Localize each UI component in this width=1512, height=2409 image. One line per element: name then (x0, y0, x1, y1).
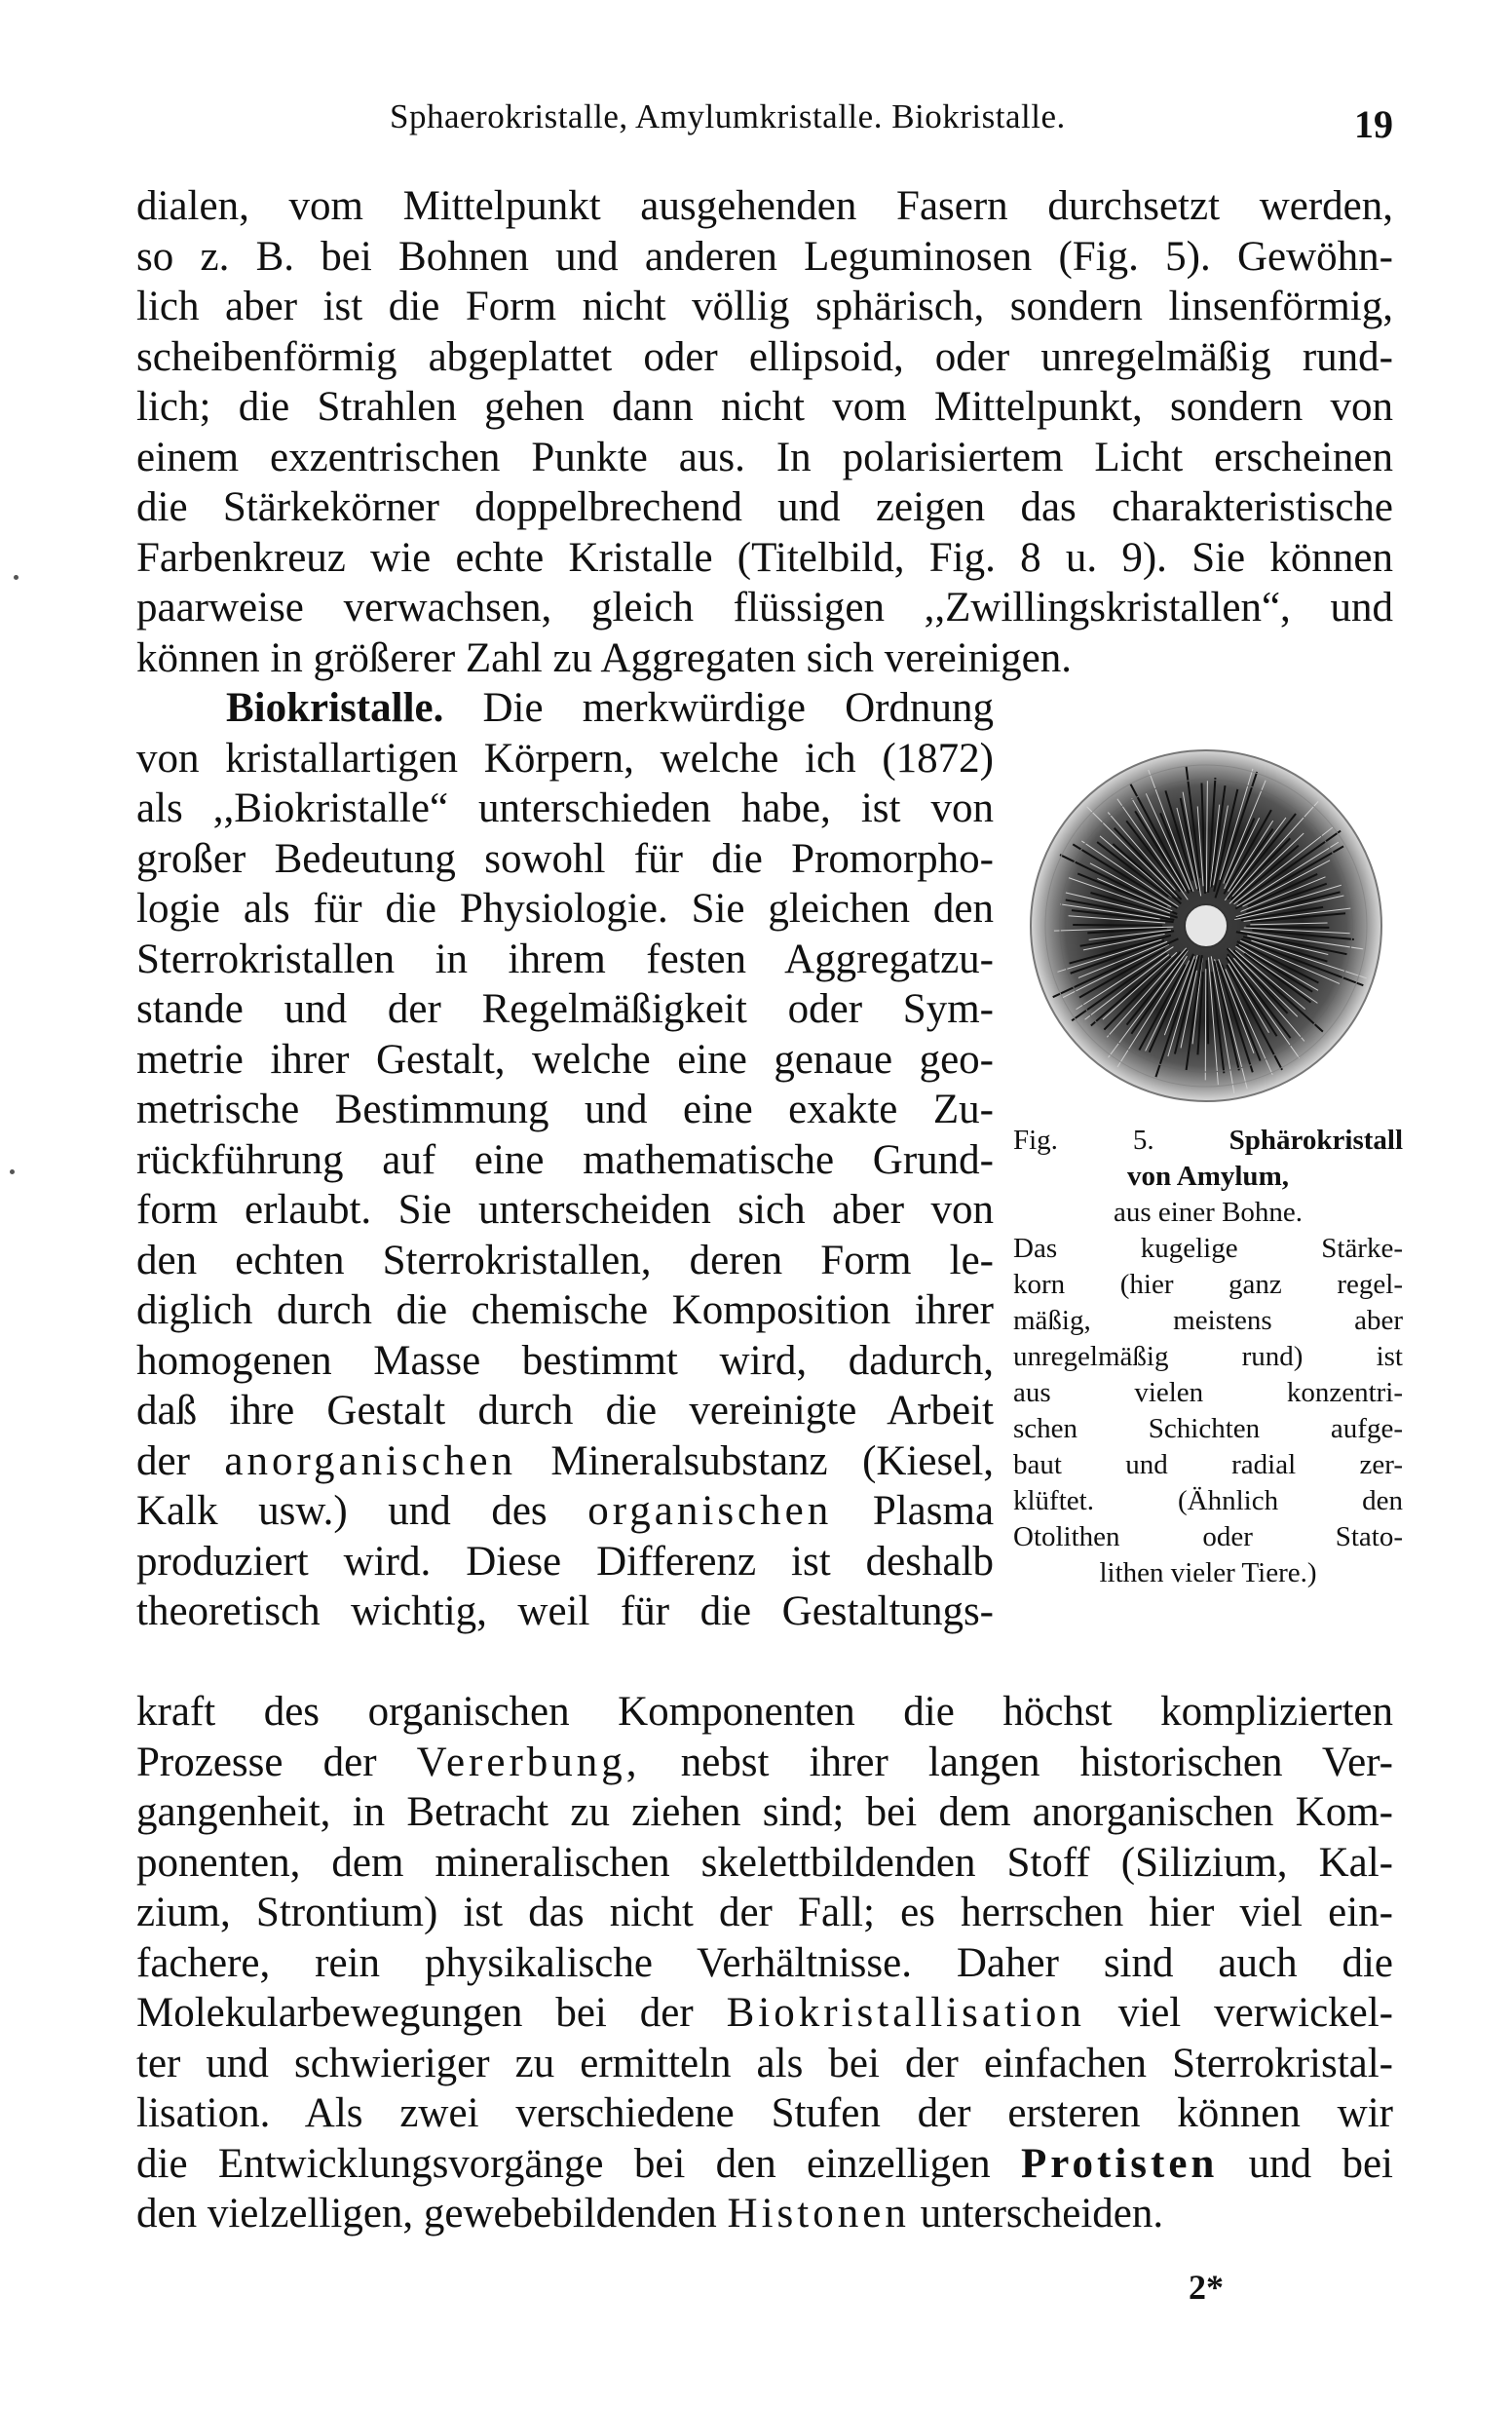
text-line: homogenen Masse bestimmt wird, dadurch, (136, 1337, 994, 1384)
caption-line: klüftet. (Ähnlich den (1013, 1485, 1403, 1516)
emphasis-text: Biokristallisation (726, 1990, 1085, 2036)
caption-line: Otolithen oder Stato- (1013, 1521, 1403, 1552)
text-fragment: Kalk usw.) und des (136, 1488, 548, 1534)
text-line: scheibenförmig abgeplattet oder ellipsoid, oder unregelmäßig rund- (136, 333, 1393, 380)
text-fragment: der (136, 1437, 190, 1484)
fissure-line (1073, 925, 1162, 926)
caption-line: unregelmäßig rund) ist (1013, 1341, 1403, 1372)
section-heading: Biokristalle. (226, 685, 444, 731)
text-line: paarweise verwachsen, gleich flüssigen ,,Zwillingskristallen“, und (136, 585, 1393, 631)
emphasis-text: organischen (587, 1488, 833, 1534)
text-line: kraft des organischen Komponenten die höchst komplizierten (136, 1689, 1393, 1735)
text-line: lisation. Als zwei verschiedene Stufen der ersteren können wir (136, 2090, 1393, 2136)
sheet-signature: 2* (1189, 2268, 1224, 2307)
text-fragment: unterscheiden. (920, 2191, 1164, 2237)
text-line: form erlaubt. Sie unterscheiden sich aber von (136, 1187, 994, 1233)
text-line: großer Bedeutung sowohl für die Promorpho- (136, 835, 994, 882)
caption-line: mäßig, meistens aber (1013, 1305, 1403, 1336)
emphasis-text: Histonen (727, 2191, 910, 2237)
caption-line: aus vielen konzentri- (1013, 1377, 1403, 1408)
text-fragment: Die merkwürdige Ordnung (482, 685, 994, 731)
text-line: lich; die Strahlen gehen dann nicht vom Mittelpunkt, sondern von (136, 384, 1393, 430)
caption-line (1013, 1123, 1403, 1159)
running-title: Sphaerokristalle, Amylumkristalle. Biokristalle. (390, 97, 1066, 135)
text-line: den echten Sterrokristallen, deren Form le- (136, 1237, 994, 1283)
text-line (136, 1486, 994, 1537)
text-line (136, 2139, 1393, 2190)
starch-grain-illustration (1021, 741, 1391, 1111)
margin-speck (10, 1169, 15, 1174)
text-line (136, 1738, 1393, 1788)
text-line: dialen, vom Mittelpunkt ausgehenden Fasern durchsetzt werden, (136, 183, 1393, 229)
text-line: logie als für die Physiologie. Sie gleichen den (136, 886, 994, 932)
figure-subtitle: aus einer Bohne. (1113, 1197, 1304, 1228)
text-line: als ,,Biokristalle“ unterschieden habe, ist von (136, 785, 994, 831)
caption-line: schen Schichten aufge- (1013, 1413, 1403, 1444)
caption-line: baut und radial zer- (1013, 1449, 1403, 1480)
text-line (136, 1436, 994, 1487)
text-fragment: den vielzelligen, gewebebildenden (136, 2191, 717, 2237)
text-fragment: viel verwickel- (1117, 1990, 1394, 2036)
emphasis-text: Vererbung, (416, 1739, 641, 1785)
page-header (136, 97, 1393, 156)
emphasis-text: anorganischen (224, 1437, 516, 1484)
text-line: produziert wird. Diese Differenz ist deshalb (136, 1538, 994, 1585)
figure-title: von Amylum, (1127, 1161, 1289, 1192)
text-line: können in größerer Zahl zu Aggregaten sich vereinigen. (136, 634, 1072, 681)
text-line: zium, Strontium) ist das nicht der Fall; es herrschen hier viel ein- (136, 1890, 1393, 1935)
figure-label: Fig. 5. (1013, 1125, 1154, 1156)
text-line: ter und schwieriger zu ermitteln als bei der einfachen Sterrokristal- (136, 2040, 1393, 2086)
text-line: gangenheit, in Betracht zu ziehen sind; bei dem anorganischen Kom- (136, 1789, 1393, 1835)
text-fragment: und bei (1248, 2140, 1393, 2187)
page-number: 19 (1354, 102, 1393, 146)
figure-sphaerokristall (1021, 741, 1391, 1111)
caption-line: lithen vieler Tiere.) (1099, 1557, 1317, 1588)
text-line: rückführung auf eine mathematische Grund- (136, 1136, 994, 1183)
text-line: lich aber ist die Form nicht völlig sphärisch, sondern linsenförmig, (136, 284, 1393, 329)
fissure-line (1205, 969, 1206, 1080)
text-line: daß ihre Gestalt durch die vereinigte Arbeit (136, 1388, 994, 1434)
text-line: diglich durch die chemische Komposition ihrer (136, 1287, 994, 1333)
margin-speck (14, 575, 19, 580)
top-paragraph (136, 181, 1393, 683)
text-fragment: die Entwicklungsvorgänge bei den einzelligen (136, 2140, 991, 2187)
text-line: einem exzentrischen Punkte aus. In polarisiertem Licht erscheinen (136, 434, 1393, 480)
caption-line: korn (hier ganz regel- (1013, 1269, 1403, 1300)
text-fragment: Molekularbewegungen bei der (136, 1990, 694, 2036)
text-line: Sterrokristallen in ihrem festen Aggregatzu- (136, 936, 994, 982)
text-line: metrische Bestimmung und eine exakte Zu- (136, 1087, 994, 1132)
text-line: stande und der Regelmäßigkeit oder Sym- (136, 986, 994, 1032)
bottom-paragraph (136, 1687, 1393, 2239)
text-line: ponenten, dem mineralischen skelettbildenden Stoff (Silizium, Kal- (136, 1839, 1393, 1886)
text-line: theoretisch wichtig, weil für die Gestaltungs- (136, 1588, 994, 1634)
text-line: metrie ihrer Gestalt, welche eine genaue geo- (136, 1036, 994, 1083)
figure-title: Sphärokristall (1228, 1125, 1404, 1156)
emphasis-text: Protisten (1020, 2140, 1219, 2187)
figure-caption (1013, 1123, 1403, 1591)
text-fragment: Plasma (872, 1488, 995, 1534)
text-line: fachere, rein physikalische Verhältnisse. Daher sind auch die (136, 1939, 1393, 1986)
biokristalle-wrapped-text (136, 683, 994, 1637)
text-fragment: Mineralsubstanz (Kiesel, (550, 1437, 995, 1484)
grain-hilum (1185, 904, 1228, 947)
text-line: so z. B. bei Bohnen und anderen Leguminosen (Fig. 5). Gewöhn- (136, 233, 1393, 280)
text-line (136, 1988, 1393, 2039)
text-fragment: nebst ihrer langen historischen Ver- (680, 1739, 1394, 1785)
text-line: die Stärkekörner doppelbrechend und zeigen das charakteristische (136, 484, 1393, 530)
text-fragment: Prozesse der (136, 1739, 377, 1785)
text-line (136, 683, 994, 734)
text-line: von kristallartigen Körpern, welche ich (1872) (136, 735, 994, 782)
fissure-line (1246, 927, 1329, 928)
caption-line: Das kugelige Stärke- (1013, 1233, 1403, 1264)
text-line: Farbenkreuz wie echte Kristalle (Titelbild, Fig. 8 u. 9). Sie können (136, 534, 1393, 581)
text-line (136, 2189, 1393, 2239)
